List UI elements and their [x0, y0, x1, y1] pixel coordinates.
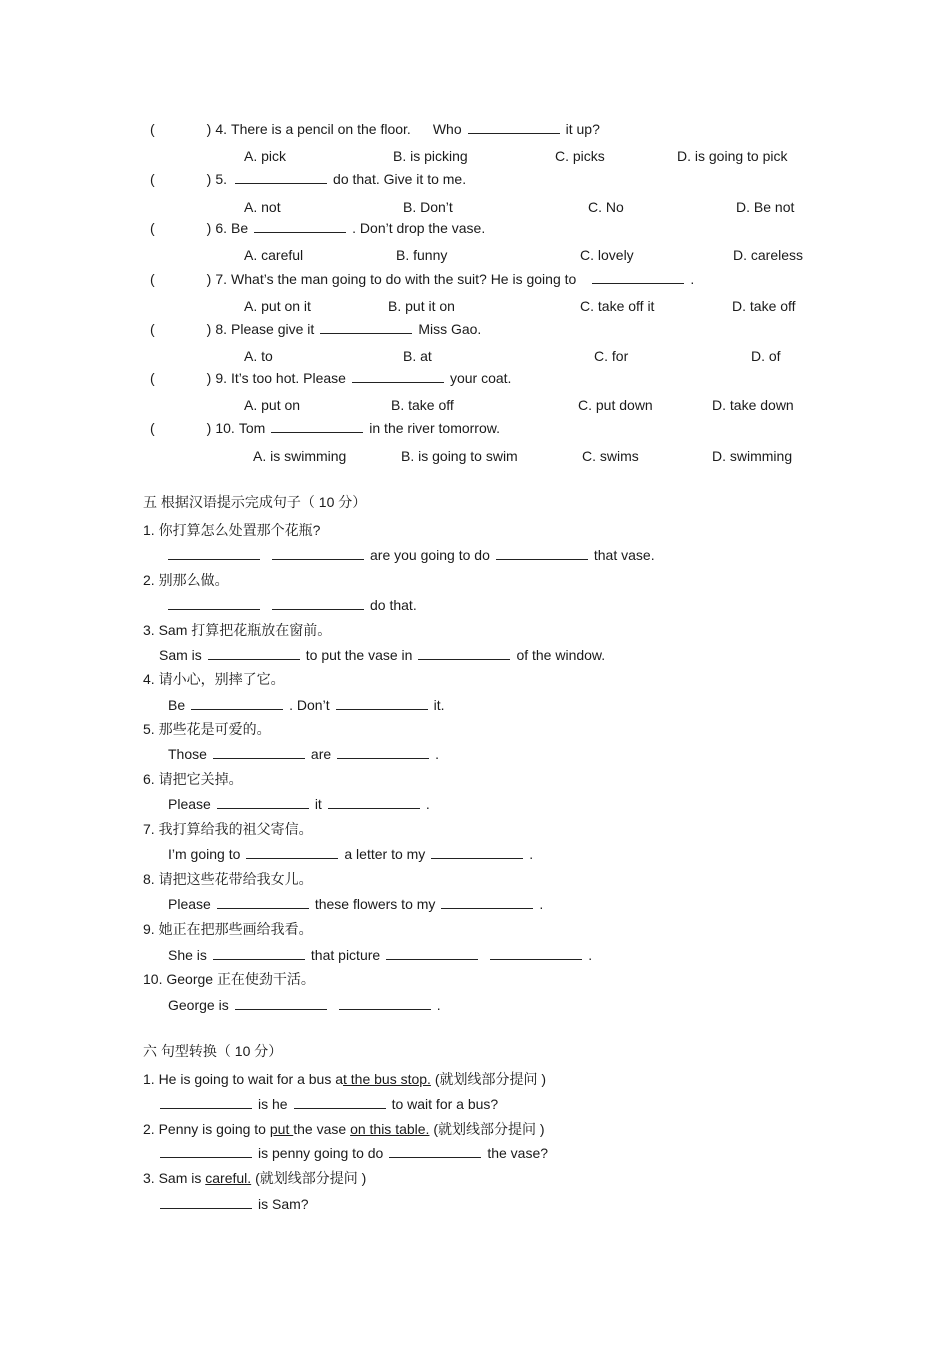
question-text: It’s too hot. Please	[231, 370, 346, 386]
question-number: 5.	[215, 171, 228, 187]
answer-line	[168, 845, 533, 863]
s6-q2	[143, 1120, 545, 1138]
question-number: 7.	[215, 271, 228, 287]
s6-q1-answer	[160, 1095, 498, 1113]
answer-line	[168, 696, 444, 714]
answer-blank[interactable]	[246, 845, 338, 859]
answer-blank[interactable]	[336, 696, 428, 710]
answer-text: that vase.	[593, 547, 655, 563]
option-b[interactable]: B. funny	[396, 247, 448, 263]
option-a[interactable]: A. careful	[244, 247, 304, 263]
answer-text: .	[539, 896, 544, 912]
s6-q1-underlined: t the bus stop.	[343, 1071, 431, 1087]
answer-text: Those	[168, 746, 207, 762]
translation-prompt: 6. 请把它关掉。	[143, 771, 243, 787]
answer-text: .	[436, 997, 441, 1013]
s6-q2-text: 2. Penny is going to	[143, 1121, 270, 1137]
question-text: Please give it	[231, 321, 315, 337]
answer-blank[interactable]	[272, 546, 364, 560]
s6-q1-part: is he	[258, 1096, 288, 1112]
answer-text: it.	[433, 697, 445, 713]
s6-q1-text: 1. He is going to wait for a bus a	[143, 1071, 343, 1087]
translation-prompt: 1. 你打算怎么处置那个花瓶?	[143, 522, 321, 538]
answer-line	[168, 996, 441, 1014]
question-text: . Don’t drop the vase.	[352, 220, 486, 236]
s6-q1-hint: (就划线部分提问 )	[434, 1071, 547, 1087]
question-text: .	[690, 271, 695, 287]
answer-paren-open: (	[150, 220, 155, 236]
answer-blank[interactable]	[191, 696, 283, 710]
answer-paren-open: (	[150, 370, 155, 386]
question-number: 10.	[215, 420, 235, 436]
answer-text: Please	[168, 896, 211, 912]
section-5-heading: 五 根据汉语提示完成句子（ 10 分）	[143, 494, 367, 510]
option-d[interactable]: D. is going to pick	[677, 148, 788, 164]
answer-text: that picture	[310, 947, 381, 963]
answer-blank[interactable]	[389, 1144, 481, 1158]
answer-paren-close: )	[206, 370, 212, 386]
answer-blank[interactable]	[468, 120, 560, 134]
answer-text: .	[529, 846, 534, 862]
option-d[interactable]: D. swimming	[712, 448, 793, 464]
question-row	[150, 320, 481, 338]
option-c[interactable]: C. No	[588, 199, 624, 215]
option-b[interactable]: B. put it on	[388, 298, 455, 314]
s6-q1-part: to wait for a bus?	[391, 1096, 499, 1112]
s6-q2-underlined-2: on this table.	[350, 1121, 430, 1137]
answer-text: . Don’t	[289, 697, 330, 713]
translation-prompt: 8. 请把这些花带给我女儿。	[143, 871, 313, 887]
answer-blank[interactable]	[235, 996, 327, 1010]
option-a[interactable]: A. put on	[244, 397, 301, 413]
answer-blank[interactable]	[339, 996, 431, 1010]
translation-prompt: 4. 请小心，别摔了它。	[143, 671, 285, 687]
translation-prompt: 2. 别那么做。	[143, 572, 229, 588]
question-number: 9.	[215, 370, 228, 386]
option-c[interactable]: C. take off it	[580, 298, 655, 314]
answer-paren-close: )	[206, 171, 212, 187]
answer-blank[interactable]	[431, 845, 523, 859]
option-c[interactable]: C. lovely	[580, 247, 634, 263]
answer-paren-close: )	[206, 321, 212, 337]
answer-blank[interactable]	[418, 646, 510, 660]
answer-paren-open: (	[150, 121, 155, 137]
question-number: 6.	[215, 220, 228, 236]
s6-q2-part: is penny going to do	[258, 1145, 384, 1161]
option-c[interactable]: C. picks	[555, 148, 605, 164]
s6-q1	[143, 1070, 546, 1088]
answer-blank[interactable]	[320, 320, 412, 334]
translation-prompt: 10. George 正在使劲干活。	[143, 971, 315, 987]
answer-text: George is	[168, 997, 229, 1013]
answer-paren-close: )	[206, 271, 212, 287]
answer-text: a letter to my	[344, 846, 426, 862]
question-number: 4.	[215, 121, 228, 137]
answer-paren-open: (	[150, 321, 155, 337]
question-row	[150, 419, 500, 437]
question-text: your coat.	[449, 370, 512, 386]
question-text: do that. Give it to me.	[333, 171, 467, 187]
translation-prompt: 3. Sam 打算把花瓶放在窗前。	[143, 622, 332, 638]
answer-text: do that.	[370, 597, 417, 613]
answer-text: Sam is	[159, 647, 202, 663]
translation-prompt: 9. 她正在把那些画给我看。	[143, 921, 313, 937]
option-b[interactable]: B. at	[403, 348, 432, 364]
question-text: in the river tomorrow.	[369, 420, 500, 436]
answer-line	[168, 795, 430, 813]
answer-text: it	[314, 796, 322, 812]
answer-blank[interactable]	[386, 946, 478, 960]
answer-blank[interactable]	[294, 1095, 386, 1109]
answer-line	[159, 646, 605, 664]
answer-blank[interactable]	[217, 895, 309, 909]
answer-line	[168, 596, 417, 614]
answer-paren-open: (	[150, 171, 155, 187]
answer-text: She is	[168, 947, 207, 963]
question-number: 8.	[215, 321, 228, 337]
translation-prompt: 7. 我打算给我的祖父寄信。	[143, 821, 313, 837]
answer-blank[interactable]	[213, 745, 305, 759]
answer-blank[interactable]	[328, 795, 420, 809]
s6-q2-part: the vase?	[487, 1145, 549, 1161]
s6-q3-answer	[160, 1195, 309, 1213]
option-b[interactable]: B. is going to swim	[401, 448, 518, 464]
answer-line	[168, 895, 543, 913]
s6-q3-underlined: careful.	[205, 1170, 252, 1186]
answer-text: are you going to do	[370, 547, 490, 563]
question-text: Be	[231, 220, 249, 236]
answer-text: I’m going to	[168, 846, 241, 862]
answer-text: Be	[168, 697, 186, 713]
s6-q3-text: 3. Sam is	[143, 1170, 206, 1186]
question-text: Who	[432, 121, 462, 137]
answer-blank[interactable]	[208, 646, 300, 660]
answer-blank[interactable]	[254, 219, 346, 233]
answer-text: .	[435, 746, 440, 762]
answer-blank[interactable]	[441, 895, 533, 909]
answer-blank[interactable]	[160, 1095, 252, 1109]
answer-text: are	[310, 746, 332, 762]
s6-q3	[143, 1169, 366, 1187]
option-d[interactable]: D. take off	[732, 298, 796, 314]
option-d[interactable]: D. Be not	[736, 199, 795, 215]
option-a[interactable]: A. is swimming	[253, 448, 347, 464]
question-row	[150, 120, 600, 138]
s6-q2-mid: the vase	[293, 1121, 351, 1137]
question-text: it up?	[565, 121, 600, 137]
answer-blank[interactable]	[168, 546, 260, 560]
question-text: Miss Gao.	[418, 321, 482, 337]
answer-text: of the window.	[516, 647, 606, 663]
answer-line	[168, 546, 655, 564]
answer-blank[interactable]	[592, 270, 684, 284]
question-row	[150, 219, 485, 237]
option-a[interactable]: A. not	[244, 199, 281, 215]
answer-blank[interactable]	[217, 795, 309, 809]
question-row	[150, 369, 511, 387]
question-text: Tom	[238, 420, 266, 436]
answer-blank[interactable]	[160, 1144, 252, 1158]
s6-q2-answer	[160, 1144, 548, 1162]
question-row	[150, 270, 694, 288]
answer-blank[interactable]	[352, 369, 444, 383]
option-d[interactable]: D. of	[751, 348, 781, 364]
answer-blank[interactable]	[168, 596, 260, 610]
s6-q2-underlined-1: put	[269, 1121, 294, 1137]
option-c[interactable]: C. swims	[582, 448, 639, 464]
option-c[interactable]: C. put down	[578, 397, 653, 413]
option-a[interactable]: A. put on it	[244, 298, 311, 314]
answer-paren-close: )	[206, 420, 212, 436]
answer-text: .	[588, 947, 593, 963]
s6-q3-hint: (就划线部分提问 )	[255, 1170, 367, 1186]
answer-paren-close: )	[206, 220, 212, 236]
answer-blank[interactable]	[271, 419, 363, 433]
answer-blank[interactable]	[272, 596, 364, 610]
answer-paren-close: )	[206, 121, 212, 137]
answer-blank[interactable]	[160, 1195, 252, 1209]
answer-paren-open: (	[150, 420, 155, 436]
answer-text: these flowers to my	[314, 896, 436, 912]
answer-blank[interactable]	[337, 745, 429, 759]
answer-blank[interactable]	[496, 546, 588, 560]
option-d[interactable]: D. take down	[712, 397, 794, 413]
option-b[interactable]: B. is picking	[393, 148, 468, 164]
answer-paren-open: (	[150, 271, 155, 287]
answer-blank[interactable]	[490, 946, 582, 960]
s6-q3-part: is Sam?	[258, 1196, 309, 1212]
option-b[interactable]: B. Don’t	[403, 199, 453, 215]
s6-q2-hint: (就划线部分提问 )	[433, 1121, 545, 1137]
option-b[interactable]: B. take off	[391, 397, 454, 413]
option-d[interactable]: D. careless	[733, 247, 804, 263]
answer-text: .	[425, 796, 430, 812]
section-6-heading: 六 句型转换（ 10 分）	[143, 1043, 283, 1059]
answer-blank[interactable]	[235, 170, 327, 184]
answer-line	[168, 745, 439, 763]
question-text: What’s the man going to do with the suit? He is going to	[231, 271, 577, 287]
option-a[interactable]: A. pick	[244, 148, 287, 164]
question-text: There is a pencil on the floor.	[231, 121, 411, 137]
answer-text: Please	[168, 796, 211, 812]
translation-prompt: 5. 那些花是可爱的。	[143, 721, 271, 737]
option-c[interactable]: C. for	[594, 348, 629, 364]
option-a[interactable]: A. to	[244, 348, 273, 364]
answer-line	[168, 946, 592, 964]
question-row	[150, 170, 466, 188]
answer-text: to put the vase in	[305, 647, 413, 663]
answer-blank[interactable]	[213, 946, 305, 960]
